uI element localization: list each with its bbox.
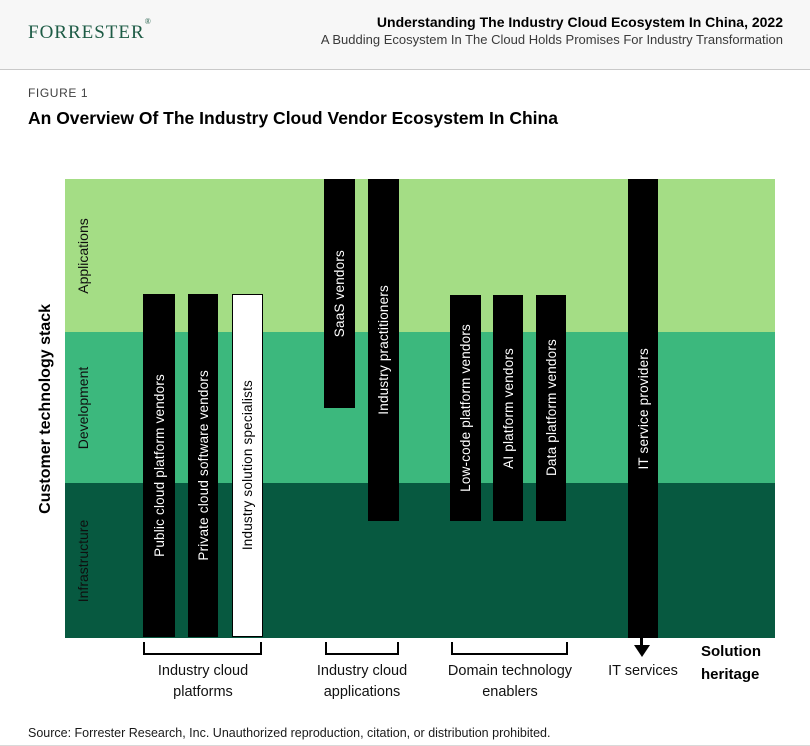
figure-label: FIGURE 1: [28, 86, 89, 100]
vendor-bar-public-cloud-platform-vendors: [143, 294, 175, 637]
report-header: [0, 0, 810, 70]
group-caption-it-services: IT services: [608, 663, 678, 679]
registered-trademark-icon: ®: [144, 17, 151, 26]
vendor-bar-label: Industry solution specialists: [240, 380, 255, 551]
vendor-bar-label: Low-code platform vendors: [458, 324, 473, 492]
vendor-bar-private-cloud-software-vendors: [188, 294, 218, 637]
layer-infrastructure-label: Infrastructure: [75, 519, 91, 602]
group-caption-domain-technology-enablers: Domain technology enablers: [447, 663, 573, 700]
vendor-bar-label: AI platform vendors: [500, 347, 516, 469]
group-caption-industry-cloud-applications: Industry cloud applications: [316, 663, 408, 700]
group-bracket-industry-cloud-platforms: [143, 642, 262, 655]
group-bracket-domain-technology-enablers: [451, 642, 568, 655]
group-caption-industry-cloud-platforms: Industry cloud platforms: [157, 663, 249, 700]
forrester-logo-text: forrester: [28, 14, 145, 44]
vendor-bar-data-platform-vendors: [536, 295, 566, 521]
vendor-bar-industry-practitioners: [368, 179, 399, 521]
vendor-bar-label: SaaS vendors: [332, 249, 347, 338]
vendor-bar-low-code-platform-vendors: [450, 295, 481, 521]
report-subtitle: A Budding Ecosystem In The Cloud Holds Promises For Industry Transformation: [320, 32, 783, 48]
figure-title: An Overview Of The Industry Cloud Vendor Ecosystem In China: [28, 108, 558, 128]
forrester-logo: [28, 16, 151, 43]
source-note: Source: Forrester Research, Inc. Unauthorized reproduction, citation, or distribution prohibited.: [28, 726, 551, 740]
stack-diagram: [65, 179, 775, 638]
vendor-bar-label: Industry practitioners: [376, 285, 391, 415]
header-text-block: [321, 13, 783, 49]
group-bracket-industry-cloud-applications: [325, 642, 399, 655]
y-axis-label-text: Customer technology stack: [37, 303, 54, 514]
vendor-bar-label: Private cloud software vendors: [195, 370, 211, 561]
report-title: Understanding The Industry Cloud Ecosystem In China, 2022: [376, 14, 783, 30]
vendor-bar-industry-solution-specialists: [232, 294, 263, 637]
vendor-bar-label: Data platform vendors: [543, 339, 559, 477]
down-arrow-icon: [634, 645, 650, 657]
y-axis-label: [33, 179, 59, 638]
vendor-bar-it-service-providers: [628, 179, 658, 638]
vendor-bar-ai-platform-vendors: [493, 295, 523, 521]
vendor-bar-label: Public cloud platform vendors: [151, 374, 167, 557]
layer-development-label: Development: [75, 366, 91, 449]
vendor-bar-label: IT service providers: [635, 347, 651, 470]
solution-heritage-label: Solution heritage: [701, 643, 761, 683]
layer-applications-label: Applications: [75, 217, 91, 294]
vendor-bar-saas-vendors: [324, 179, 355, 408]
